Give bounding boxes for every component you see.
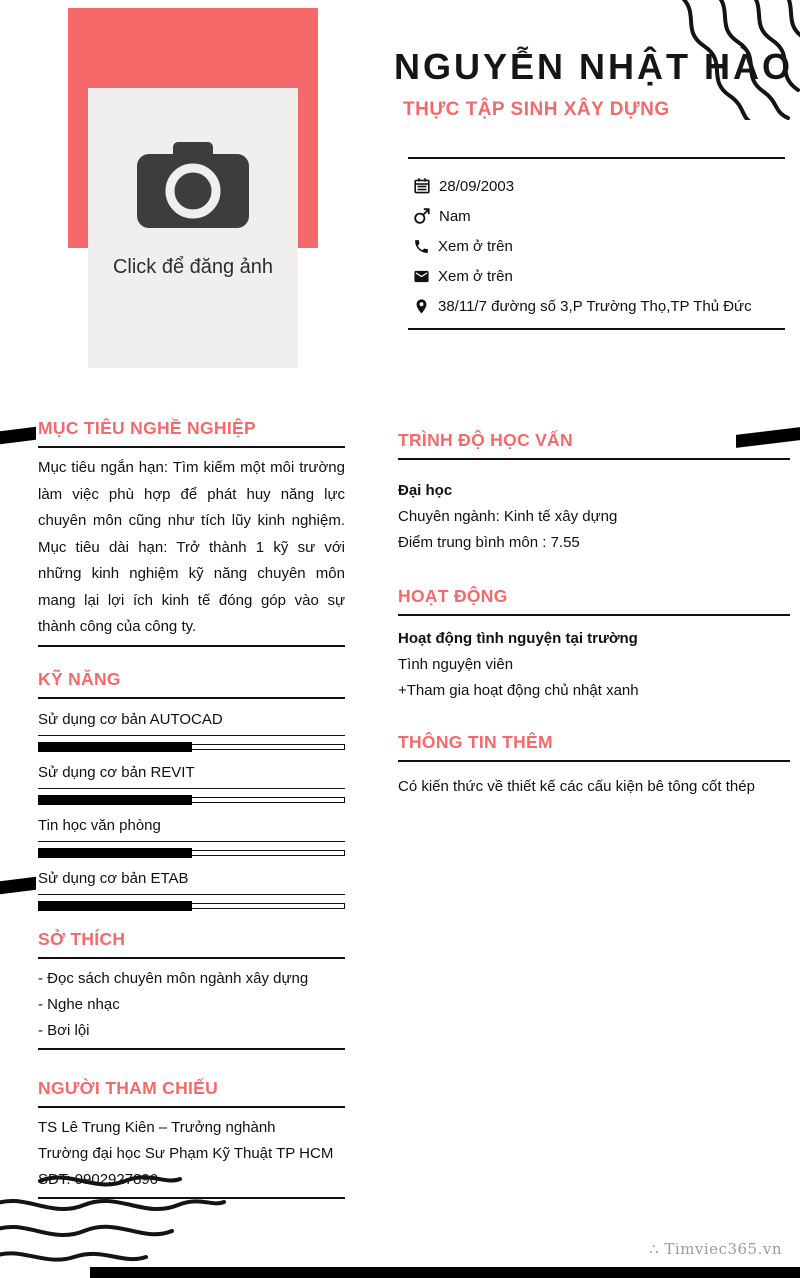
contact-row	[413, 201, 793, 231]
additional-info-body: Có kiến thức về thiết kế các cấu kiện bê tông cốt thép	[398, 778, 755, 795]
hobby-item: - Bơi lội	[38, 1021, 90, 1039]
contact-email: Xem ở trên	[438, 267, 513, 285]
left-column	[38, 418, 345, 1199]
contact-phone: Xem ở trên	[438, 237, 513, 255]
skill-item	[38, 762, 345, 805]
hobbies-heading: SỞ THÍCH	[38, 929, 345, 959]
location-icon	[413, 298, 430, 315]
activities-block	[398, 626, 790, 704]
photo-upload-label[interactable]: Click để đăng ảnh	[112, 256, 274, 278]
contact-address: 38/11/7 đường số 3,P Trường Thọ,TP Thủ Đức	[438, 297, 752, 315]
references-heading: NGƯỜI THAM CHIẾU	[38, 1078, 345, 1108]
accent-bar-left-2	[0, 877, 36, 894]
skill-label: Sử dụng cơ bản ETAB	[38, 868, 345, 895]
reference-line: Trường đại học Sư Phạm Kỹ Thuật TP HCM	[38, 1144, 334, 1162]
activity-role: Tình nguyện viên	[398, 656, 514, 673]
education-block	[398, 478, 790, 556]
skill-bar	[38, 901, 345, 911]
skill-fill	[38, 848, 192, 858]
contact-row	[413, 261, 793, 291]
contact-birthdate: 28/09/2003	[439, 177, 515, 195]
contact-row	[413, 231, 793, 261]
activities-heading: HOẠT ĐỘNG	[398, 586, 790, 616]
skill-bar	[38, 742, 345, 752]
hobbies-list	[38, 966, 345, 1050]
header-divider-top	[408, 157, 785, 159]
calendar-icon	[413, 177, 431, 195]
email-icon	[413, 268, 430, 285]
education-major: Chuyên ngành: Kinh tế xây dựng	[398, 508, 618, 525]
skill-item	[38, 709, 345, 752]
candidate-name: NGUYỄN NHẬT HÀO	[394, 46, 794, 87]
reference-line: TS Lê Trung Kiên – Trưởng nghành	[38, 1118, 276, 1136]
skill-bar	[38, 795, 345, 805]
photo-upload-area[interactable]	[88, 88, 298, 368]
objective-heading: MỤC TIÊU NGHỀ NGHIỆP	[38, 418, 345, 448]
skill-label: Tin học văn phòng	[38, 815, 345, 842]
contact-info	[413, 171, 793, 321]
site-watermark: ∴ Timviec365.vn	[649, 1240, 782, 1258]
skills-heading: KỸ NĂNG	[38, 669, 345, 699]
skill-label: Sử dụng cơ bản AUTOCAD	[38, 709, 345, 736]
hobby-item: - Đọc sách chuyên môn ngành xây dựng	[38, 969, 309, 987]
education-gpa: Điểm trung bình môn : 7.55	[398, 534, 580, 551]
objective-body: Mục tiêu ngắn hạn: Tìm kiếm một môi trường làm việc phù hợp để phát huy năng lực chuyên môn cũng như tích lũy kinh nghiệm. Mục tiêu dài hạn: Trở thành 1 kỹ sư với những kinh nghiệm kỹ năng chuyên môn mang lại lợi ích kinh tế đóng góp vào sự thành công của công ty.	[38, 455, 345, 647]
education-degree: Đại học	[398, 482, 453, 499]
skill-bar	[38, 848, 345, 858]
phone-icon	[413, 238, 430, 255]
camera-icon	[129, 136, 257, 236]
contact-row	[413, 291, 793, 321]
contact-row	[413, 171, 793, 201]
activity-detail: +Tham gia hoạt động chủ nhật xanh	[398, 682, 639, 699]
bottom-accent-bar	[90, 1267, 800, 1278]
right-column	[398, 430, 790, 800]
skill-fill	[38, 795, 192, 805]
corner-waves-bottom-left	[0, 1175, 240, 1270]
contact-gender: Nam	[439, 207, 471, 225]
gender-icon	[413, 207, 431, 225]
hobby-item: - Nghe nhạc	[38, 995, 120, 1013]
activity-title: Hoạt động tình nguyện tại trường	[398, 630, 638, 647]
job-title: THỰC TẬP SINH XÂY DỰNG	[403, 99, 670, 120]
reference-line: SĐT: 0902927890	[38, 1170, 159, 1188]
skill-fill	[38, 742, 192, 752]
skill-fill	[38, 901, 192, 911]
header-divider-bottom	[408, 328, 785, 330]
additional-info-heading: THÔNG TIN THÊM	[398, 732, 790, 762]
skill-item	[38, 815, 345, 858]
skill-item	[38, 868, 345, 911]
skill-label: Sử dụng cơ bản REVIT	[38, 762, 345, 789]
education-heading: TRÌNH ĐỘ HỌC VẤN	[398, 430, 790, 460]
accent-bar-left-1	[0, 427, 36, 444]
